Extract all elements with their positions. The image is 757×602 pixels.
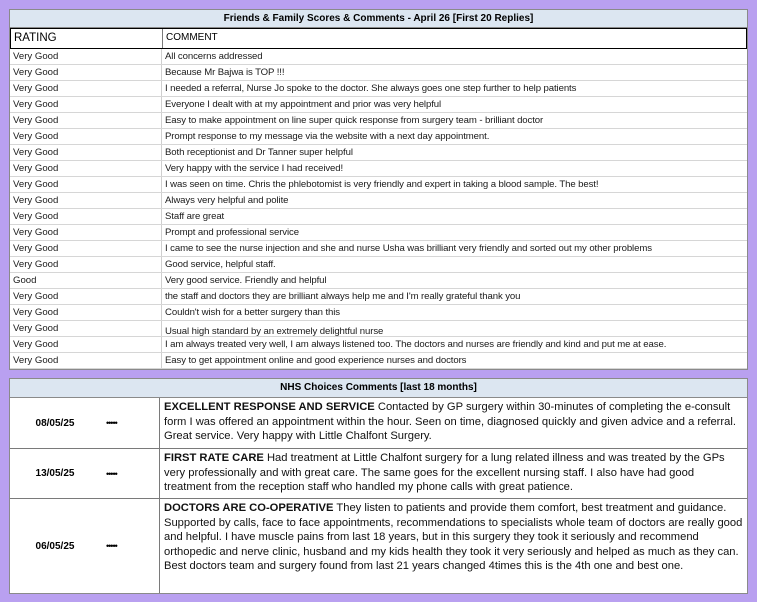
table-row [10, 273, 747, 289]
comment-cell: Good service, helpful staff. [165, 259, 276, 270]
rating-column-header: RATING [11, 29, 163, 48]
review-body: They listen to patients and provide them comfort, best treatment and guidance. Supported by calls, face to face appointments, recommendations to specialists whole team of doctors are really good and helpful. I have muscle pains from last 18 years, but in this surgery they took it seriously and recommend orthopedic and nerve clinic, husband and my kids health they took it very seriously and helped as much as they can. Best doctors team and surgery found from last 21 years changed 4times this is the 4th one and best one. [164, 502, 743, 573]
review-date: 13/05/25 [35, 468, 75, 479]
rating-cell: Very Good [10, 209, 162, 224]
rating-cell: Very Good [10, 353, 162, 368]
comment-cell: Couldn't wish for a better surgery than this [165, 307, 341, 318]
comment-column-header: COMMENT [166, 32, 218, 43]
comment-cell: Prompt response to my message via the website with a next day appointment. [165, 131, 490, 142]
review-heading: FIRST RATE CARE [164, 452, 264, 464]
review-date: 08/05/25 [35, 417, 75, 429]
comment-cell: Staff are great [165, 211, 225, 222]
comment-cell: I am always treated very well, I am always listened too. The doctors and nurses are friendly and kind and put me at ease. [165, 339, 667, 350]
review-heading: EXCELLENT RESPONSE AND SERVICE [164, 401, 375, 413]
comment-cell: Everyone I dealt with at my appointment and prior was very helpful [165, 99, 442, 110]
comment-cell: Easy to make appointment on line super quick response from surgery team - brilliant doctor [165, 115, 544, 126]
star-rating-icon: ••••• [100, 398, 160, 448]
table-row [10, 97, 747, 113]
review-heading: DOCTORS ARE CO-OPERATIVE [164, 502, 334, 514]
rating-cell: Very Good [10, 65, 162, 80]
table-row [10, 81, 747, 97]
rating-cell: Very Good [10, 321, 162, 336]
rating-cell: Very Good [10, 241, 162, 256]
nhs-title: NHS Choices Comments [last 18 months] [10, 379, 747, 398]
comment-cell: Easy to get appointment online and good experience nurses and doctors [165, 355, 467, 366]
review-text [160, 398, 747, 448]
review-text [160, 449, 747, 498]
ff-title: Friends & Family Scores & Comments - April 26 [First 20 Replies] [10, 10, 747, 28]
review-row [10, 398, 747, 449]
table-row [10, 337, 747, 353]
rating-cell: Very Good [10, 113, 162, 128]
table-row [10, 225, 747, 241]
rating-cell: Very Good [10, 177, 162, 192]
rating-cell: Very Good [10, 161, 162, 176]
ff-rows [10, 49, 747, 369]
comment-cell: All concerns addressed [165, 51, 263, 62]
comment-cell: Always very helpful and polite [165, 195, 289, 206]
table-row [10, 145, 747, 161]
table-row [10, 321, 747, 337]
review-text [160, 499, 747, 593]
comment-cell: I needed a referral, Nurse Jo spoke to the doctor. She always goes one step further to help patients [165, 83, 577, 94]
review-body: Had treatment at Little Chalfont surgery for a lung related illness and was treated by the GPs very professionally and with great care. The same goes for the excellent nursing staff. I also have had good treatment from the reception staff who handled my phone calls with great patience. [164, 452, 725, 494]
rating-cell: Very Good [10, 289, 162, 304]
table-row [10, 161, 747, 177]
table-row [10, 353, 747, 369]
review-body: Contacted by GP surgery within 30-minutes of completing the e-consult form I was offered an appointment within the hour. Seen on time, diagnosed quickly and given advice and a referral. Great service. Very happy with Little Chalfont Surgery. [164, 401, 736, 443]
table-row [10, 257, 747, 273]
comment-cell: the staff and doctors they are brilliant always help me and I'm really grateful thank you [165, 291, 521, 302]
review-row [10, 499, 747, 593]
rating-cell: Very Good [10, 129, 162, 144]
comment-cell: Usual high standard by an extremely delightful nurse [165, 326, 384, 336]
star-rating-icon: ••••• [100, 499, 160, 593]
rating-cell: Very Good [10, 257, 162, 272]
rating-cell: Very Good [10, 81, 162, 96]
comment-cell: I was seen on time. Chris the phlebotomist is very friendly and expert in taking a blood sample. The best! [165, 179, 599, 190]
table-row [10, 305, 747, 321]
table-row [10, 289, 747, 305]
friends-family-panel [9, 9, 748, 370]
table-row [10, 129, 747, 145]
table-row [10, 113, 747, 129]
nhs-choices-panel [9, 378, 748, 594]
rating-cell: Very Good [10, 305, 162, 320]
rating-cell: Very Good [10, 145, 162, 160]
rating-cell: Very Good [10, 193, 162, 208]
comment-cell: Prompt and professional service [165, 227, 299, 238]
rating-cell: Very Good [10, 49, 162, 64]
rating-cell: Good [10, 273, 162, 288]
star-rating-icon: ••••• [100, 449, 160, 498]
nhs-rows [10, 398, 747, 593]
table-row [10, 49, 747, 65]
rating-cell: Very Good [10, 337, 162, 352]
rating-cell: Very Good [10, 97, 162, 112]
review-row [10, 449, 747, 499]
table-row [10, 193, 747, 209]
table-row [10, 241, 747, 257]
review-date: 06/05/25 [35, 540, 75, 552]
table-row [10, 209, 747, 225]
comment-cell: Because Mr Bajwa is TOP !!! [165, 67, 285, 78]
comment-cell: Both receptionist and Dr Tanner super helpful [165, 147, 353, 158]
comment-cell: I came to see the nurse injection and she and nurse Usha was brilliant very friendly and sorted out my other problems [165, 243, 652, 254]
table-row [10, 65, 747, 81]
table-row [10, 177, 747, 193]
comment-cell: Very happy with the service I had received! [165, 163, 344, 174]
comment-cell: Very good service. Friendly and helpful [165, 275, 327, 286]
rating-cell: Very Good [10, 225, 162, 240]
ff-column-header [10, 28, 747, 49]
